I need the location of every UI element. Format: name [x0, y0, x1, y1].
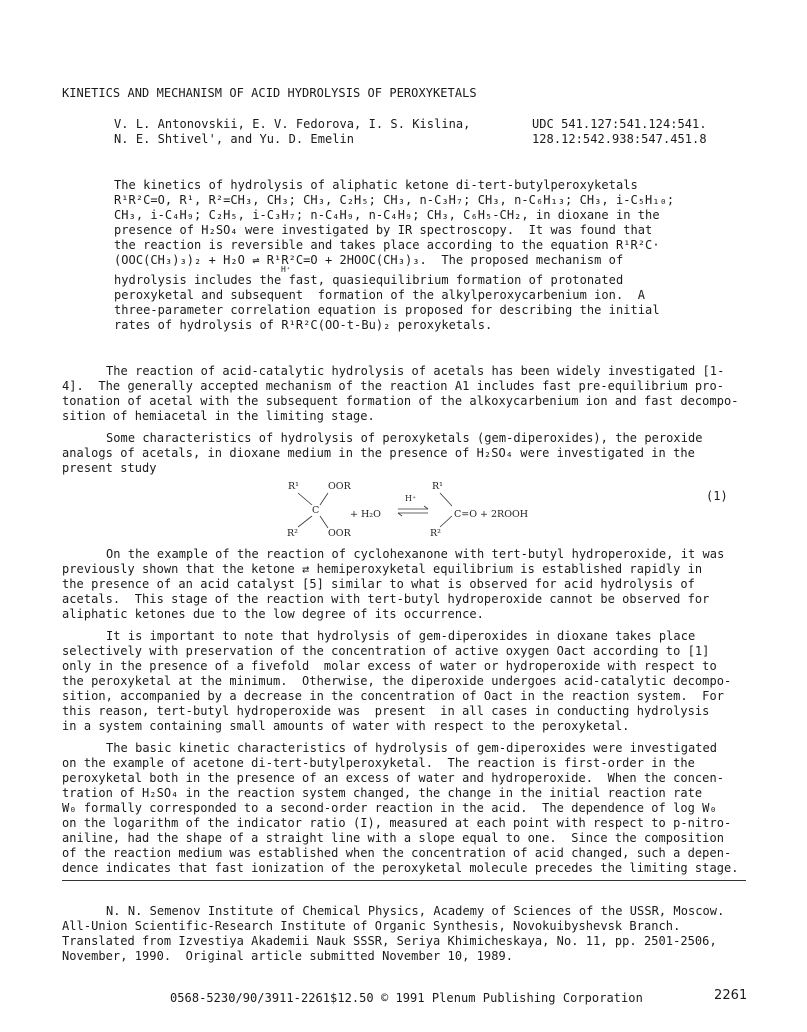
udc-line-2: 128.12:542.938:547.451.8 — [532, 132, 707, 146]
text-line: Some characteristics of hydrolysis of peroxyketals (gem-diperoxides), the peroxide — [106, 431, 703, 445]
abstract-line: hydrolysis includes the fast, quasiequilibrium formation of protonated — [114, 273, 624, 287]
abstract-line: CH₃, i-C₄H₉; C₂H₅, i-C₃H₇; n-C₄H₉, n-C₄H₉; CH₃, C₆H₅-CH₂, in dioxane in the — [114, 208, 660, 222]
paper-title: KINETICS AND MECHANISM OF ACID HYDROLYSIS OF PEROXYKETALS — [62, 86, 477, 100]
abstract-line: presence of H₂SO₄ were investigated by IR spectroscopy. It was found that — [114, 223, 653, 237]
eq-oor-top: OOR — [328, 481, 351, 492]
footnote-line: N. N. Semenov Institute of Chemical Physics, Academy of Sciences of the USSR, Moscow. — [106, 904, 725, 918]
abstract-line: (OOC(CH₃)₃)₂ + H₂O ⇌ R¹R²C=O + 2HOOC(CH₃)₃. The proposed mechanism of — [114, 253, 624, 267]
abstract-line: R¹R²C=O, R¹, R²=CH₃, CH₃; CH₃, C₂H₅; CH₃, n-C₃H₇; CH₃, n-C₆H₁₃; CH₃, i-C₅H₁₀; — [114, 193, 675, 207]
text-line: on the logarithm of the indicator ratio (I), measured at each point with respect to p-nitro- — [62, 816, 732, 830]
text-line: tonation of acetal with the subsequent formation of the alkoxycarbenium ion and fast decompo- — [62, 394, 739, 408]
abstract-line: The kinetics of hydrolysis of aliphatic ketone di-tert-butylperoxyketals — [114, 178, 638, 192]
text-line: On the example of the reaction of cyclohexanone with tert-butyl hydroperoxide, it was — [106, 547, 725, 561]
text-line: the presence of an acid catalyst [5] similar to what is observed for acid hydrolysis of — [62, 577, 695, 591]
footnote-line: All-Union Scientific-Research Institute of Organic Synthesis, Novokuibyshevsk Branch. — [62, 919, 681, 933]
text-line: aniline, had the shape of a straight line with a slope equal to one. Since the composition — [62, 831, 724, 845]
text-line: selectively with preservation of the concentration of active oxygen Oact according to [1] — [62, 644, 710, 658]
equation-number: (1) — [706, 489, 728, 503]
text-line: The reaction of acid-catalytic hydrolysis of acetals has been widely investigated [1- — [106, 364, 725, 378]
eq-plus-water: + H₂O — [350, 509, 381, 520]
eq-bonds-arrows — [280, 478, 500, 544]
abstract-line: three-parameter correlation equation is proposed for describing the initial — [114, 303, 660, 317]
eq-carbon: C — [312, 505, 320, 516]
eq-product: C=O + 2ROOH — [454, 509, 529, 520]
footnote-rule — [62, 880, 746, 881]
eq-oor-bottom: OOR — [328, 528, 351, 539]
text-line: peroxyketal both in the presence of an excess of water and hydroperoxide. When the concen- — [62, 771, 724, 785]
text-line: on the example of acetone di-tert-butylperoxyketal. The reaction is first-order in the — [62, 756, 695, 770]
text-line: It is important to note that hydrolysis of gem-diperoxides in dioxane takes place — [106, 629, 696, 643]
eq-r2-right: R² — [430, 528, 441, 539]
abstract-line: the reaction is reversible and takes place according to the equation R¹R²C· — [114, 238, 660, 252]
author-line-1: V. L. Antonovskii, E. V. Fedorova, I. S. Kislina, — [114, 117, 471, 131]
text-line: present study — [62, 461, 157, 475]
text-line: The basic kinetic characteristics of hydrolysis of gem-diperoxides were investigated — [106, 741, 718, 755]
footer-copyright: 0568-5230/90/3911-2261$12.50 © 1991 Plenum Publishing Corporation — [170, 991, 643, 1005]
footnote-line: Translated from Izvestiya Akademii Nauk SSSR, Seriya Khimicheskaya, No. 11, pp. 2501-2506, — [62, 934, 717, 948]
text-line: sition of hemiacetal in the limiting stage. — [62, 409, 375, 423]
text-line: only in the presence of a fivefold molar excess of water or hydroperoxide with respect to — [62, 659, 717, 673]
eq-r2-left: R² — [287, 528, 298, 539]
eq-r1-right: R¹ — [432, 481, 443, 492]
text-line: previously shown that the ketone ⇄ hemiperoxyketal equilibrium is established rapidly in — [62, 562, 703, 576]
abstract-line: peroxyketal and subsequent formation of the alkylperoxycarbenium ion. A — [114, 288, 646, 302]
eq-r1-left: R¹ — [288, 481, 299, 492]
text-line: W₀ formally corresponded to a second-order reaction in the acid. The dependence of log W₀ — [62, 801, 717, 815]
text-line: the peroxyketal at the minimum. Otherwise, the diperoxide undergoes acid-catalytic decompo- — [62, 674, 732, 688]
abstract-catalyst: H⁺ — [281, 265, 291, 274]
udc-line-1: UDC 541.127:541.124:541. — [532, 117, 707, 131]
text-line: this reason, tert-butyl hydroperoxide was present in all cases in conducting hydrolysis — [62, 704, 710, 718]
text-line: 4]. The generally accepted mechanism of the reaction A1 includes fast pre-equilibrium pro- — [62, 379, 724, 393]
text-line: acetals. This stage of the reaction with tert-butyl hydroperoxide cannot be observed for — [62, 592, 710, 606]
abstract-line: rates of hydrolysis of R¹R²C(OO-t-Bu)₂ peroxyketals. — [114, 318, 493, 332]
text-line: aliphatic ketones due to the low degree of its occurrence. — [62, 607, 484, 621]
text-line: dence indicates that fast ionization of the peroxyketal molecule precedes the limiting stage. — [62, 861, 739, 875]
text-line: of the reaction medium was established when the concentration of acid changed, such a depen- — [62, 846, 732, 860]
footnote-line: November, 1990. Original article submitted November 10, 1989. — [62, 949, 514, 963]
text-line: analogs of acetals, in dioxane medium in the presence of H₂SO₄ were investigated in the — [62, 446, 695, 460]
author-line-2: N. E. Shtivel', and Yu. D. Emelin — [114, 132, 355, 146]
text-line: tration of H₂SO₄ in the reaction system changed, the change in the initial reaction rate — [62, 786, 703, 800]
eq-catalyst: H⁺ — [405, 494, 417, 503]
text-line: in a system containing small amounts of water with respect to the peroxyketal. — [62, 719, 630, 733]
text-line: sition, accompanied by a decrease in the concentration of Oact in the reaction system. For — [62, 689, 724, 703]
page-number: 2261 — [714, 988, 748, 1003]
